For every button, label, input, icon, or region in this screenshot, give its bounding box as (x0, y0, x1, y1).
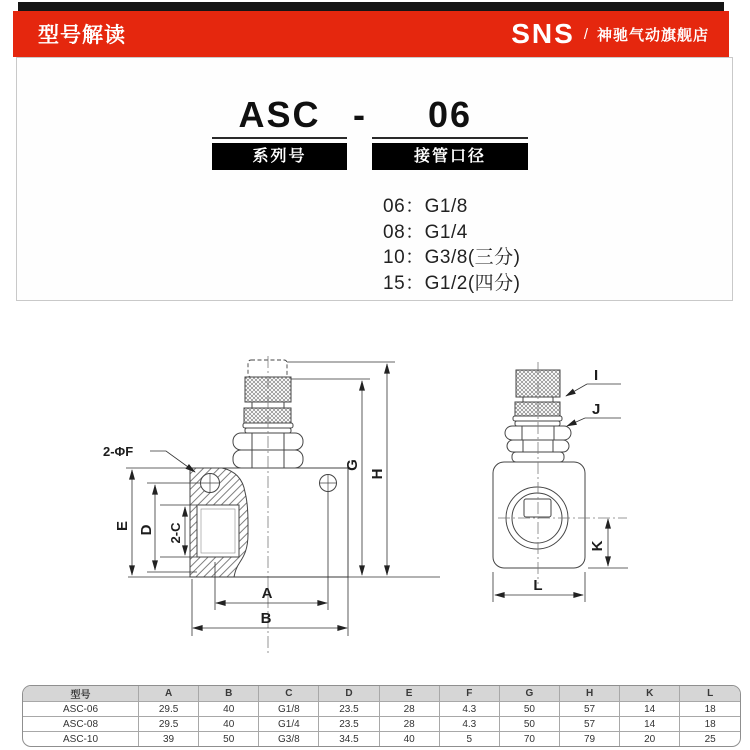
dim-label-f: 2-ΦF (103, 444, 134, 459)
header-cell: K (620, 686, 680, 702)
dim-label-l: L (533, 577, 543, 594)
table-cell: ASC-08 (23, 717, 139, 732)
valve-body-side (493, 462, 585, 568)
dim-label-a: A (261, 585, 273, 602)
table-cell: 40 (379, 732, 439, 747)
dim-label-b: B (260, 610, 272, 627)
header-cell: G (499, 686, 559, 702)
header-cell: D (319, 686, 379, 702)
section-title: 型号解读 (38, 24, 126, 47)
table-cell: ASC-06 (23, 702, 139, 717)
table-cell: 57 (559, 717, 619, 732)
size-options-list (383, 194, 520, 296)
dim-label-d: D (138, 524, 155, 536)
series-underline (212, 137, 347, 139)
dim-label-e: E (114, 520, 131, 532)
dim-label-h: H (369, 468, 386, 480)
table-cell: 18 (680, 717, 740, 732)
top-black-strip (18, 2, 724, 11)
table-cell: 29.5 (139, 702, 199, 717)
table-cell: 5 (439, 732, 499, 747)
lock-ring-side (515, 402, 560, 416)
header-cell: H (559, 686, 619, 702)
table-cell: 28 (379, 702, 439, 717)
header-cell: C (259, 686, 319, 702)
store-name: 神驰气动旗舰店 (596, 26, 709, 44)
header-cell: E (379, 686, 439, 702)
size-option: 10：G3/8(三分) (383, 247, 521, 268)
table-cell: 40 (199, 717, 259, 732)
dim-label-k: K (589, 540, 606, 552)
brand-divider: / (583, 25, 588, 43)
table-cell: G3/8 (259, 732, 319, 747)
series-code: ASC (238, 94, 321, 135)
table-row (23, 732, 740, 747)
size-label-box: 接管口径 (372, 143, 528, 170)
table-cell: 20 (620, 732, 680, 747)
table-cell: 28 (379, 717, 439, 732)
table-cell: 70 (499, 732, 559, 747)
size-underline (372, 137, 528, 139)
dim-label-j: J (592, 401, 601, 418)
table-cell: 79 (559, 732, 619, 747)
series-label-box: 系列号 (212, 143, 347, 170)
header-cell: B (199, 686, 259, 702)
header-cell: L (680, 686, 740, 702)
table-cell: 50 (199, 732, 259, 747)
size-option: 15：G1/2(四分) (383, 272, 521, 294)
table-cell: 39 (139, 732, 199, 747)
header-bar (13, 11, 729, 57)
table-cell: G1/8 (259, 702, 319, 717)
brand-block (511, 18, 709, 50)
header-cell: A (139, 686, 199, 702)
table-cell: 4.3 (439, 717, 499, 732)
dim-label-i: I (594, 367, 599, 384)
table-cell: 57 (559, 702, 619, 717)
table-cell: 29.5 (139, 717, 199, 732)
table-cell: 50 (499, 717, 559, 732)
dimensions-table (23, 686, 740, 746)
size-code: 06 (427, 94, 473, 135)
lock-ring (244, 408, 291, 423)
table-cell: 14 (620, 717, 680, 732)
table-cell: 23.5 (319, 702, 379, 717)
size-option: 08：G1/4 (383, 221, 468, 243)
table-cell: 34.5 (319, 732, 379, 747)
side-view (493, 362, 627, 584)
table-cell: 18 (680, 702, 740, 717)
dim-label-2c: 2-C (168, 522, 183, 544)
model-dash: - (353, 94, 367, 135)
dim-label-g: G (344, 459, 361, 471)
table-cell: 25 (680, 732, 740, 747)
table-cell: 4.3 (439, 702, 499, 717)
table-header-row (23, 686, 740, 702)
table-row (23, 702, 740, 717)
table-cell: ASC-10 (23, 732, 139, 747)
dimensions-table-wrap (22, 685, 741, 747)
table-cell: 14 (620, 702, 680, 717)
table-cell: 23.5 (319, 717, 379, 732)
table-cell: 40 (199, 702, 259, 717)
brand-logo-text: SNS (511, 18, 575, 49)
size-option: 06：G1/8 (383, 196, 468, 217)
header-cell: 型号 (23, 686, 139, 702)
technical-drawing (0, 330, 750, 680)
port-opening (197, 505, 239, 557)
header-cell: F (439, 686, 499, 702)
table-cell: G1/4 (259, 717, 319, 732)
table-row (23, 717, 740, 732)
knob-phantom-outline (248, 360, 287, 377)
table-cell: 50 (499, 702, 559, 717)
